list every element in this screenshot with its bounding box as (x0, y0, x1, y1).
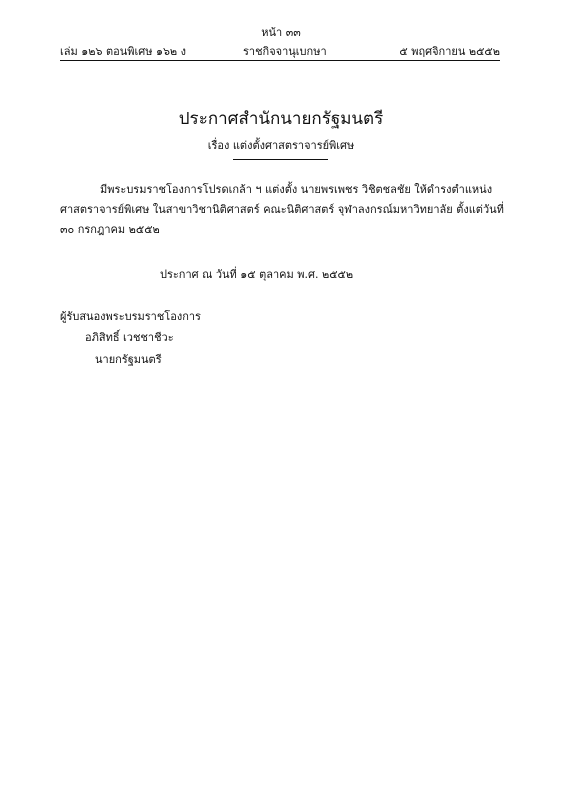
announcement-subject: เรื่อง แต่งตั้งศาสตราจารย์พิเศษ (207, 139, 355, 152)
announcement-title: ประกาศสำนักนายกรัฐมนตรี (178, 109, 384, 129)
header-divider (60, 60, 500, 61)
signatory-name: อภิสิทธิ์ เวชชาชีวะ (85, 331, 174, 344)
body-line: ศาสตราจารย์พิเศษ ในสาขาวิชานิติศาสตร์ คณะนิติศาสตร์ จุฬาลงกรณ์มหาวิทยาลัย ตั้งแต่วันที่ (60, 203, 504, 216)
signatory-position: นายกรัฐมนตรี (95, 353, 162, 366)
announcement-body (60, 180, 504, 240)
page-number: หน้า ๓๓ (261, 26, 301, 39)
signature-label: ผู้รับสนองพระบรมราชโองการ (60, 310, 201, 323)
gazette-name: ราชกิจจานุเบกษา (243, 45, 327, 58)
publication-date: ๕ พฤศจิกายน ๒๕๕๒ (399, 45, 500, 58)
body-line: ๓๐ กรกฎาคม ๒๕๕๒ (60, 223, 160, 236)
announced-date: ประกาศ ณ วันที่ ๑๕ ตุลาคม พ.ศ. ๒๕๕๒ (160, 268, 354, 281)
title-divider (233, 159, 328, 160)
body-line: มีพระบรมราชโองการโปรดเกล้า ฯ แต่งตั้ง นายพรเพชร วิชิตชลชัย ให้ดำรงตำแหน่ง (100, 183, 493, 196)
volume-info: เล่ม ๑๒๖ ตอนพิเศษ ๑๖๒ ง (60, 45, 187, 58)
